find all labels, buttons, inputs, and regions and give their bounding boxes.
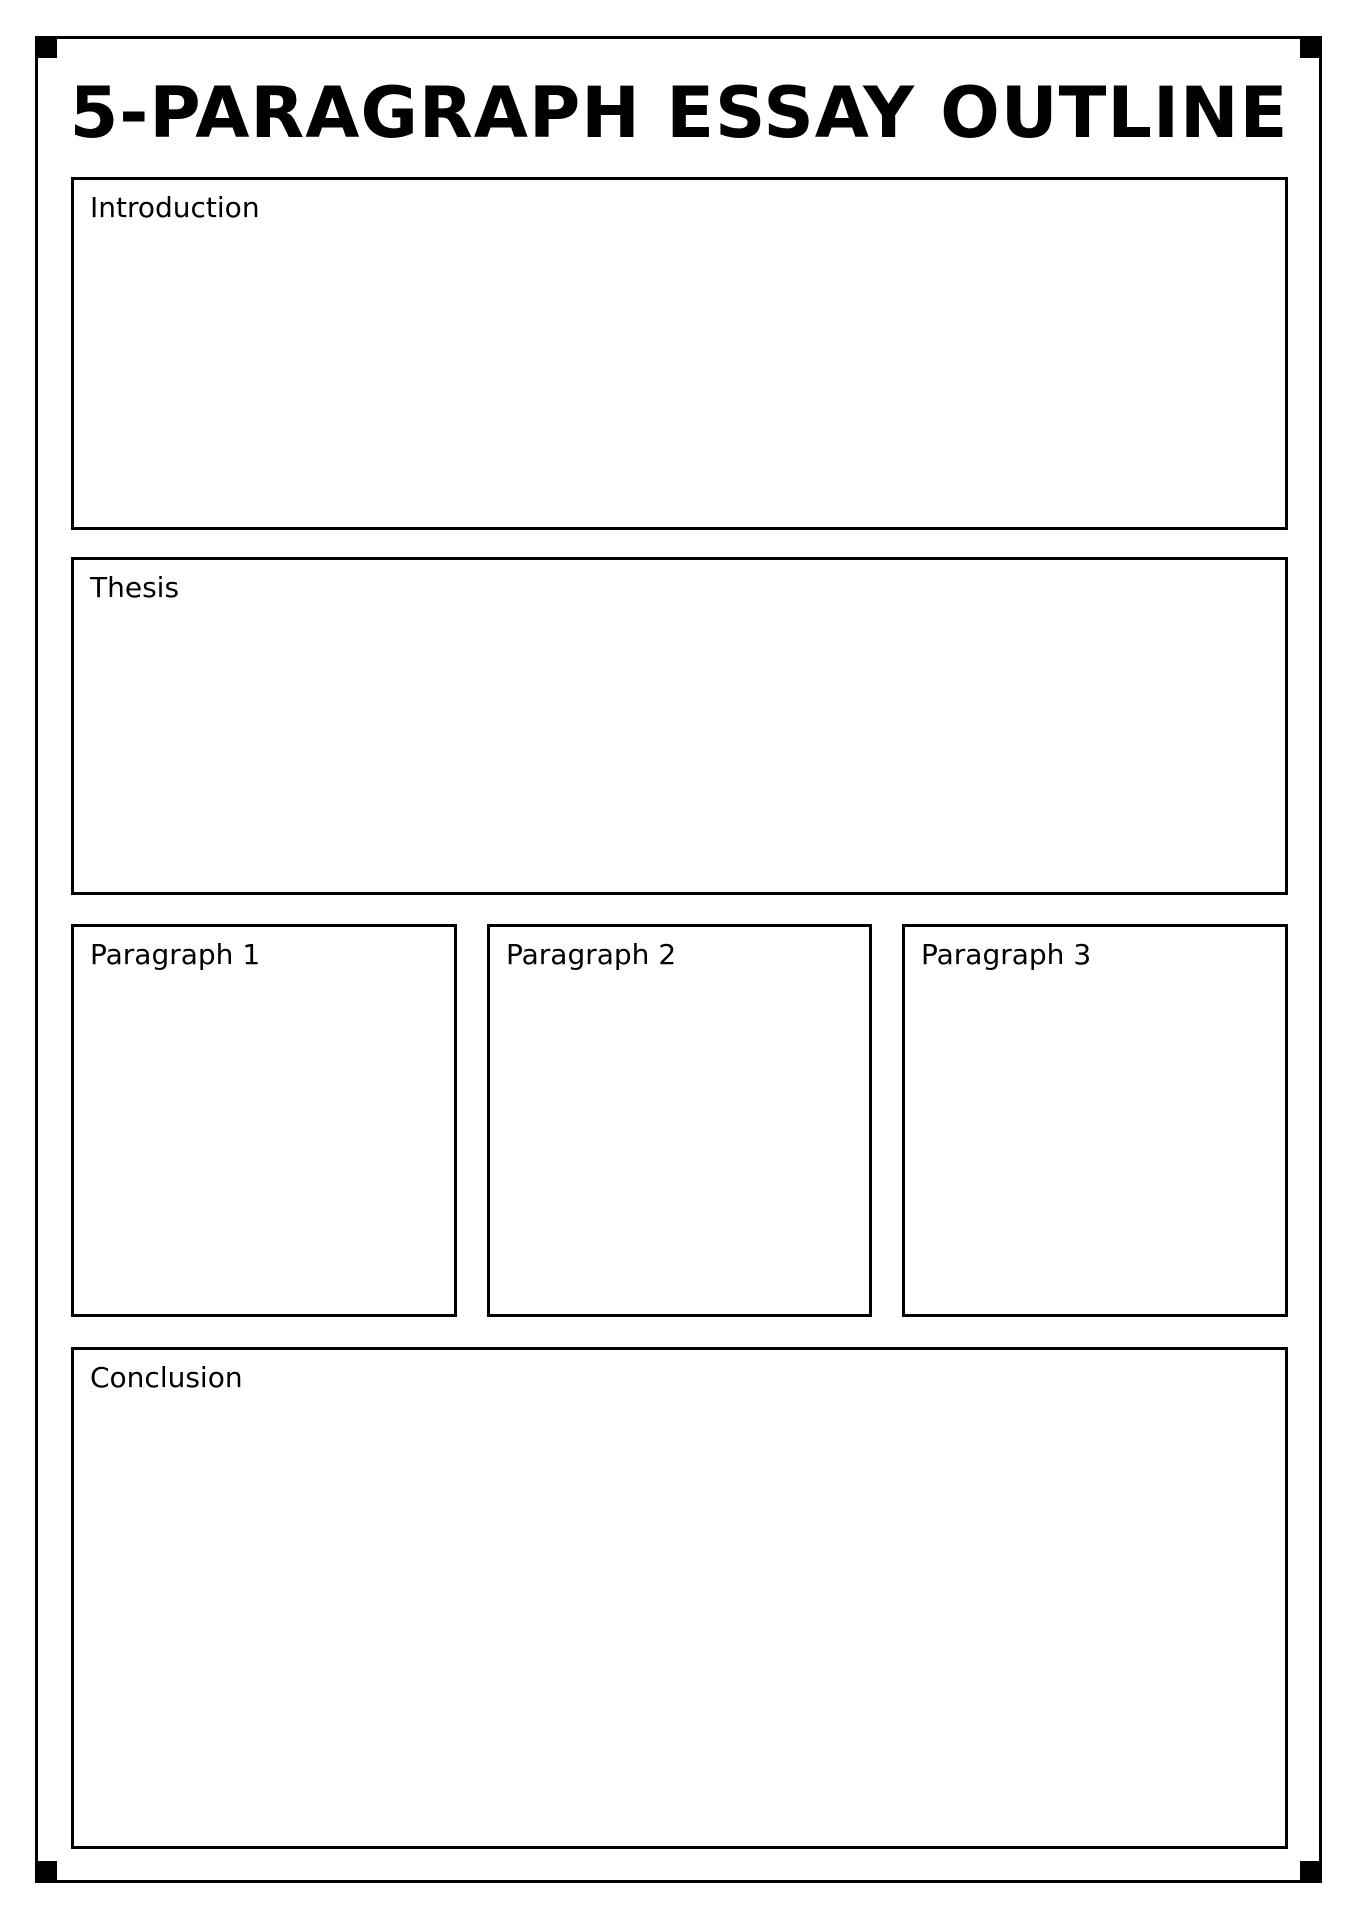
conclusion-box[interactable] — [71, 1347, 1288, 1849]
paragraph-1-box[interactable] — [71, 924, 457, 1317]
introduction-box[interactable] — [71, 177, 1288, 530]
paragraph-3-box[interactable] — [902, 924, 1288, 1317]
corner-mark-bottom-right — [1300, 1861, 1322, 1883]
thesis-box[interactable] — [71, 557, 1288, 895]
paragraph-1-label: Paragraph 1 — [90, 938, 261, 971]
thesis-label: Thesis — [90, 571, 180, 604]
introduction-label: Introduction — [90, 191, 260, 224]
corner-mark-top-left — [35, 36, 57, 58]
paragraph-2-label: Paragraph 2 — [506, 938, 677, 971]
corner-mark-top-right — [1300, 36, 1322, 58]
corner-mark-bottom-left — [35, 1861, 57, 1883]
conclusion-label: Conclusion — [90, 1361, 243, 1394]
paragraph-2-box[interactable] — [487, 924, 872, 1317]
page-title: 5-PARAGRAPH ESSAY OUTLINE — [69, 72, 1289, 154]
paragraph-3-label: Paragraph 3 — [921, 938, 1092, 971]
